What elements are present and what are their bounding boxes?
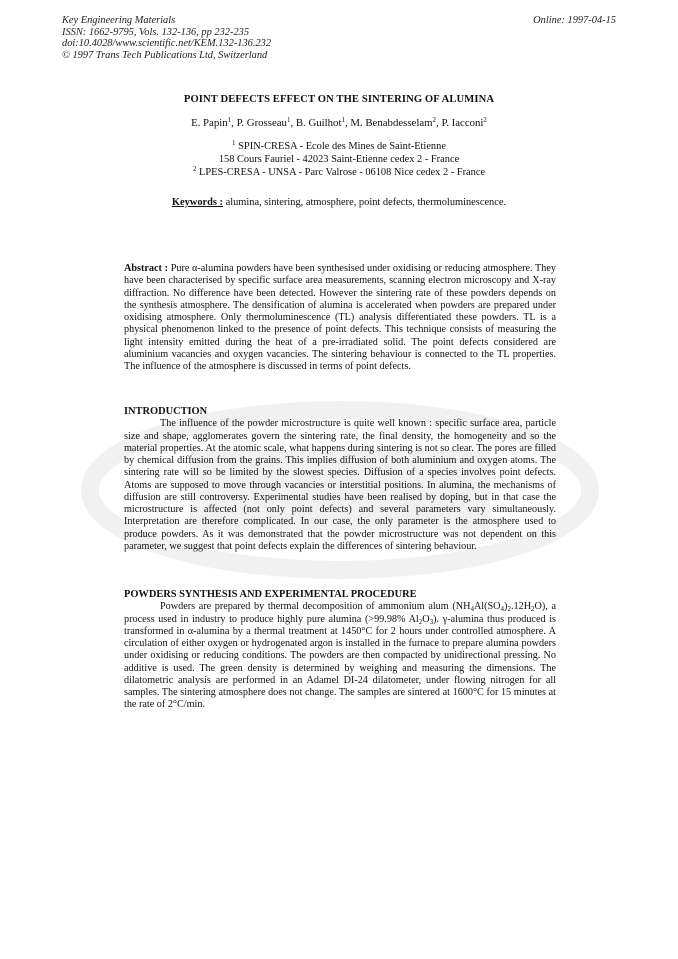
abstract-label: Abstract : — [124, 263, 168, 274]
author-name: E. Papin — [191, 117, 228, 129]
paper-title: POINT DEFECTS EFFECT ON THE SINTERING OF ALUMINA — [183, 94, 495, 105]
author-affiliation-mark: 2 — [432, 116, 437, 124]
affiliation-2: $^2$ LPES-CRESA - UNSA - Parc Valrose - 06108 Nice cedex 2 - France — [192, 165, 486, 179]
synthesis-section — [124, 589, 556, 712]
author-name: M. Benabdesselam — [350, 117, 433, 129]
author-affiliation-mark: 2 — [483, 116, 487, 124]
affiliations — [0, 140, 678, 180]
introduction-text: The influence of the powder microstructure is quite well known : specific surface area, particle size and shape, agglomerates govern the sintering rate, the final density, the homogeneity and so the material properties. At the atomic scale, what happens during sintering is not so clear. The pores are filled by chemical diffusion from the grains. This implies diffusion of both aluminium and oxygen atoms. The sintering rate will so be limited by the slowest species. Diffusion of a species involves point defects. Atoms are supposed to move through vacancies or interstitial positions. In alumina, the mechanisms of diffusion are still controversy. Experimental studies have been realised by doping, but in that case the microstructure is affected (not only point defects) and several parameters vary simultaneously. Interpretation are therefore complicated. In our case, the only parameter is the atmosphere used to produce powders. As it was demonstrated that the powder microstructure was not dependent on this parameter, we suggest that point defects explain the differences of sintering behaviour. — [124, 418, 556, 552]
copyright-line: © 1997 Trans Tech Publications Ltd, Switzerland — [62, 49, 268, 61]
issn-line: ISSN: 1662-9795, Vols. 132-136, pp 232-235 — [62, 26, 250, 38]
introduction-section — [124, 406, 556, 553]
online-date: Online: 1997-04-15 — [533, 15, 616, 26]
affiliation-1-address: 158 Cours Fauriel - 42023 Saint-Etienne cedex 2 - France — [218, 154, 460, 166]
author-name: P. Iacconi — [441, 117, 484, 129]
author-affiliation-mark: 1 — [286, 116, 291, 124]
keywords-line — [0, 197, 678, 208]
keywords-text: alumina, sintering, atmosphere, point defects, thermoluminescence. — [223, 197, 507, 208]
introduction-heading: INTRODUCTION — [124, 406, 208, 417]
abstract-text: Pure α-alumina powders have been synthesised under oxidising or reducing atmosphere. They have been characterised by specific surface area measurements, scanning electron microscopy and X-ray diffraction. No difference have been detected. However the sintering rate of these powders depends on the synthesis atmosphere. The densification of alumina is accelerated when powders are prepared under oxidising atmosphere. Only thermoluminescence (TL) analysis differentiated these powders. TL is a physical phenomenon linked to the presence of point defects. This technique consists of measuring the light intensity emitted during the heat of a pre-irradiated solid. The point defects considered are aluminium vacancies and oxygen vacancies. The sintering behaviour is connected to the TL properties. The influence of the atmosphere is discussed in terms of point defects. — [124, 263, 556, 372]
doi-line: doi:10.4028/www.scientific.net/KEM.132-136.232 — [62, 38, 272, 50]
synthesis-heading: POWDERS SYNTHESIS AND EXPERIMENTAL PROCEDURE — [124, 589, 417, 600]
author-affiliation-mark: 1 — [341, 116, 345, 124]
synthesis-text: Powders are prepared by thermal decomposition of ammonium alum $(NH_4Al(SO_4)_2.12H_2O)$, a process used in industry to produce highly pure alumina (>99.98% $Al_2O_3$). γ-alumina thus produced is transformed in α-alumina by a thermal treatment at 1450°C for 2 hours under controlled atmosphere. A circulation of either oxygen or hydrogenated argon is installed in the furnace to prepare alumina powders under oxidising or reducing conditions. The powders are then compacted by unidirectional pressing. No additive is used. The green density is determined by weighing and measuring the dimensions. The dilatometric analysis are performed in an Adamel DI-24 dilatometer, under flowing nitrogen for all samples. The sintering atmosphere does not change. The samples are sintered at 1600°C for 15 minutes at the rate of 2°C/min. — [124, 601, 556, 711]
journal-name: Key Engineering Materials — [62, 15, 176, 26]
affiliation-1: $^1$ SPIN-CRESA - Ecole des Mines de Saint-Etienne — [232, 139, 446, 152]
abstract — [124, 263, 556, 373]
keywords-label: Keywords : — [171, 197, 224, 208]
author-affiliation-mark: 1 — [227, 116, 232, 124]
author-list: E. Papin$^1$, P. Grosseau$^1$, B. Guilhot$^1$, M. Benabdesselam$^2$, P. Iacconi$^2$ — [191, 116, 487, 129]
author-name: P. Grosseau — [236, 117, 287, 129]
author-name: B. Guilhot — [295, 117, 342, 129]
journal-header — [62, 15, 271, 61]
